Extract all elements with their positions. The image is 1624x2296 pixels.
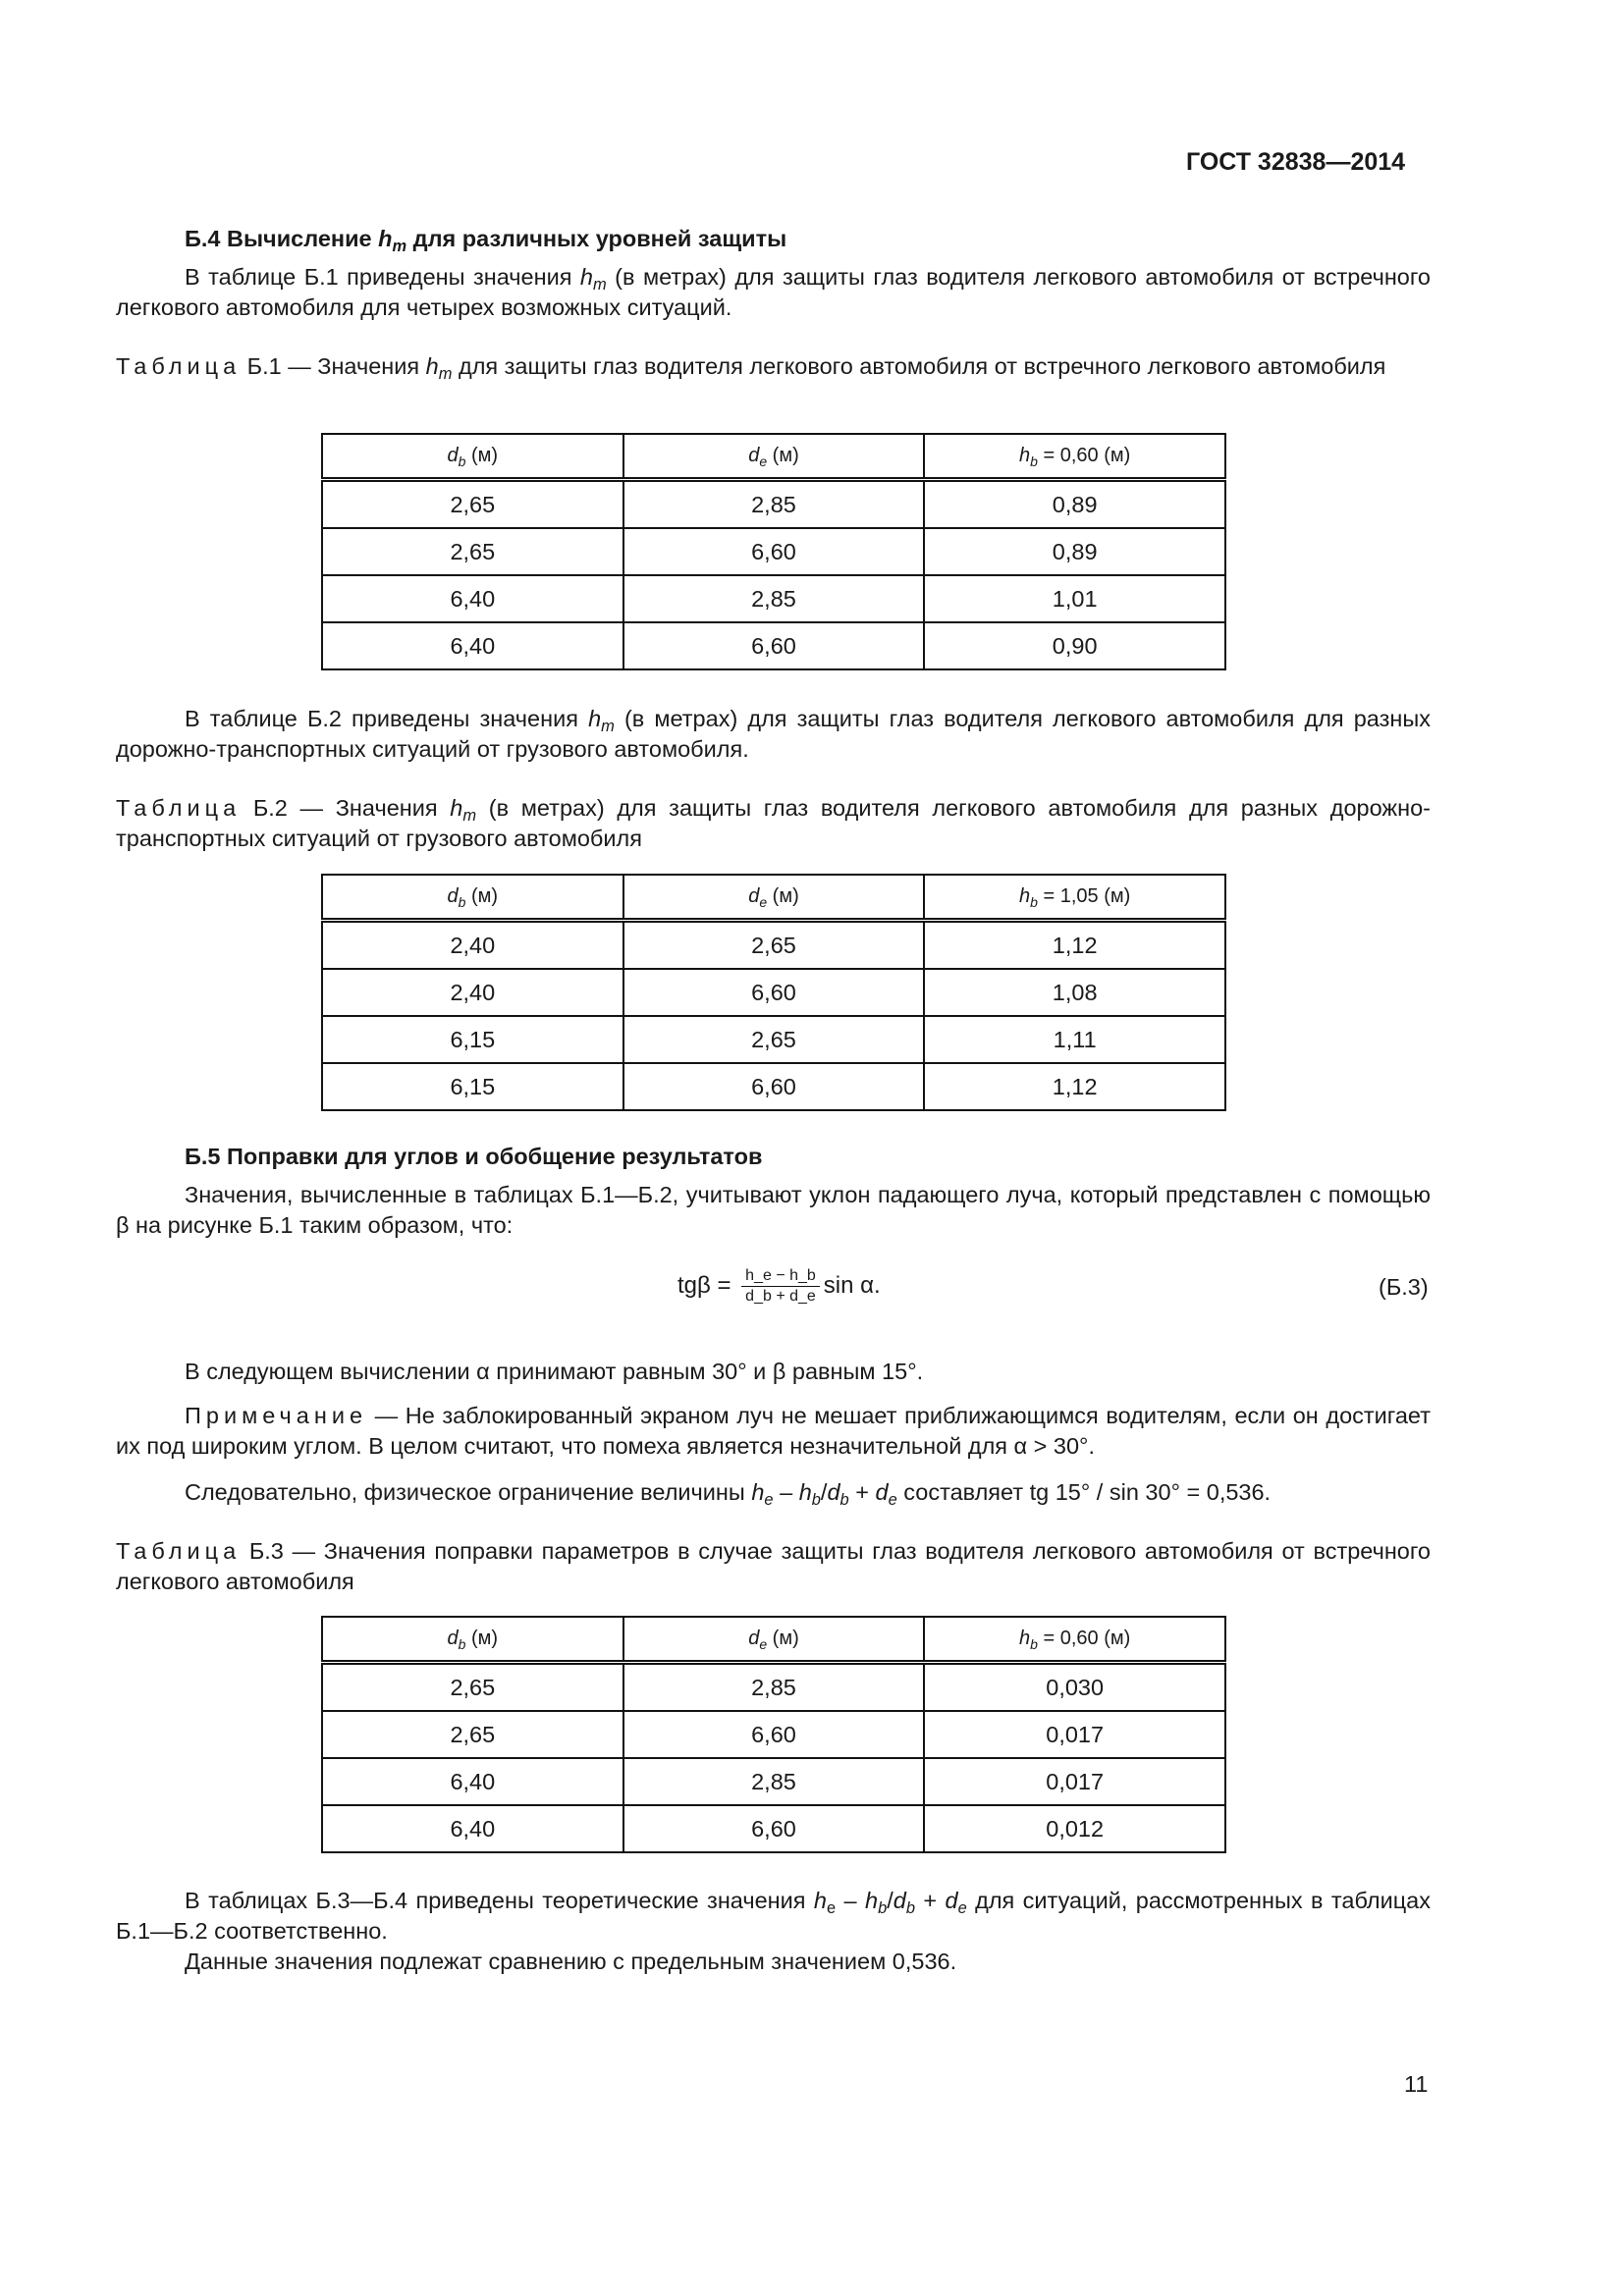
table-row — [322, 969, 1225, 1016]
table-cell: 0,030 — [924, 1663, 1225, 1712]
table-row — [322, 575, 1225, 622]
table-row — [322, 622, 1225, 669]
table-cell: 0,90 — [924, 622, 1225, 669]
formula-rhs: sin α. — [823, 1271, 881, 1299]
table-cell: 6,40 — [322, 1758, 623, 1805]
table-cell: 1,01 — [924, 575, 1225, 622]
table-b3 — [321, 1616, 1226, 1853]
header-cell-db: $d_b$ (м) — [322, 875, 623, 921]
section-b5-title: Б.5 Поправки для углов и обобщение результатов — [185, 1144, 763, 1169]
paragraph-angles: В следующем вычислении α принимают равным 30° и β равным 15°. — [185, 1359, 924, 1384]
header-cell-de: $d_e$ (м) — [623, 875, 925, 921]
table-cell: 2,65 — [322, 480, 623, 529]
table-row — [322, 1663, 1225, 1712]
table-cell: 1,12 — [924, 921, 1225, 970]
table-row — [322, 1805, 1225, 1852]
table-row — [322, 1016, 1225, 1063]
table-header-row — [322, 434, 1225, 480]
header-cell-de: $d_e$ (м) — [623, 1617, 925, 1663]
table-cell: 6,60 — [623, 622, 925, 669]
header-cell-hb: $h_b = 0,60$ (м) — [924, 1617, 1225, 1663]
formula-lhs: tgβ = — [677, 1271, 738, 1299]
table-cell: 1,08 — [924, 969, 1225, 1016]
paragraph-table2-intro: В таблице Б.2 приведены значения $h_m$ (в метрах) для защиты глаз водителя легкового автомобиля для разных дорожно-транспортных ситуаций от грузового автомобиля. — [116, 706, 1431, 762]
table-cell: 0,89 — [924, 480, 1225, 529]
page-number: 11 — [1404, 2071, 1429, 2097]
formula-fraction — [741, 1266, 820, 1307]
table-cell: 6,60 — [623, 528, 925, 575]
header-cell-hb: $h_b = 0,60$ (м) — [924, 434, 1225, 480]
table-cell: 6,60 — [623, 1805, 925, 1852]
table-header-row — [322, 875, 1225, 921]
header-cell-de: $d_e$ (м) — [623, 434, 925, 480]
table-cell: 2,65 — [322, 1711, 623, 1758]
formula-b3 — [677, 1266, 881, 1307]
table-cell: 2,65 — [322, 528, 623, 575]
table-row — [322, 528, 1225, 575]
table-row — [322, 1758, 1225, 1805]
header-cell-db: $d_b$ (м) — [322, 1617, 623, 1663]
header-cell-db: $d_b$ (м) — [322, 434, 623, 480]
table2-caption: Таблица Б.2 — Значения $h_m$ (в метрах) для защиты глаз водителя легкового автомобиля для разных дорожно-транспортных ситуаций от грузового автомобиля — [116, 795, 1431, 851]
table-cell: 6,60 — [623, 1711, 925, 1758]
table-cell: 0,012 — [924, 1805, 1225, 1852]
table-row — [322, 921, 1225, 970]
table-cell: 2,85 — [623, 575, 925, 622]
table-cell: 2,40 — [322, 921, 623, 970]
table1-caption: Таблица Б.1 — Значения $h_m$ для защиты глаз водителя легкового автомобиля от встречного легкового автомобиля — [116, 353, 1386, 383]
table-row — [322, 480, 1225, 529]
table-cell: 2,85 — [623, 480, 925, 529]
section-b4-title: Б.4 Вычисление $h_m$ для различных уровней защиты — [185, 226, 787, 255]
equation-number: (Б.3) — [1379, 1274, 1429, 1300]
table-cell: 6,40 — [322, 575, 623, 622]
table-cell: 6,40 — [322, 622, 623, 669]
note-block: Примечание — Не заблокированный экраном луч не мешает приближающимся водителям, если он достигает их под широким углом. В целом считают, что помеха является незначительной для α > 30°. — [116, 1403, 1431, 1459]
section-b4-paragraph: В таблице Б.1 приведены значения $h_m$ (в метрах) для защиты глаз водителя легкового автомобиля от встречного легкового автомобиля для четырех возможных ситуаций. — [116, 264, 1431, 320]
table-header-row — [322, 1617, 1225, 1663]
formula-denominator: d_b + d_e — [745, 1288, 816, 1305]
table-cell: 0,017 — [924, 1758, 1225, 1805]
table-cell: 2,85 — [623, 1758, 925, 1805]
table3-caption: Таблица Б.3 — Значения поправки параметров в случае защиты глаз водителя легкового автомобиля от встречного легкового автомобиля — [116, 1538, 1431, 1594]
table-cell: 2,40 — [322, 969, 623, 1016]
table-cell: 2,65 — [322, 1663, 623, 1712]
table-cell: 0,017 — [924, 1711, 1225, 1758]
table-row — [322, 1063, 1225, 1110]
table-cell: 6,15 — [322, 1016, 623, 1063]
header-cell-hb: $h_b = 1,05$ (м) — [924, 875, 1225, 921]
table-row — [322, 1711, 1225, 1758]
table-cell: 0,89 — [924, 528, 1225, 575]
table-cell: 2,65 — [623, 1016, 925, 1063]
table-cell: 1,12 — [924, 1063, 1225, 1110]
table-cell: 2,85 — [623, 1663, 925, 1712]
section-b5-paragraph: Значения, вычисленные в таблицах Б.1—Б.2, учитывают уклон падающего луча, который представлен с помощью β на рисунке Б.1 таким образом, что: — [116, 1182, 1431, 1238]
table-cell: 6,60 — [623, 1063, 925, 1110]
paragraph-theoretical-values: В таблицах Б.3—Б.4 приведены теоретические значения $h_e - h_b/d_b + d_e$ для ситуаций, рассмотренных в таблицах Б.1—Б.2 соответственно. — [116, 1888, 1431, 1944]
table-b1 — [321, 433, 1226, 670]
paragraph-limit: Следовательно, физическое ограничение величины $h_e - h_b/d_b + d_e$ составляет tg 15° / sin 30° = 0,536. — [185, 1479, 1272, 1509]
table-cell: 1,11 — [924, 1016, 1225, 1063]
table-b2 — [321, 874, 1226, 1111]
table-cell: 6,40 — [322, 1805, 623, 1852]
table-cell: 2,65 — [623, 921, 925, 970]
paragraph-comparison: Данные значения подлежат сравнению с предельным значением 0,536. — [185, 1949, 957, 1974]
document-code-header: ГОСТ 32838—2014 — [1186, 148, 1406, 176]
note-label: Примечание — [185, 1403, 368, 1428]
table-cell: 6,60 — [623, 969, 925, 1016]
table-cell: 6,15 — [322, 1063, 623, 1110]
formula-numerator: h_e − h_b — [741, 1266, 820, 1287]
